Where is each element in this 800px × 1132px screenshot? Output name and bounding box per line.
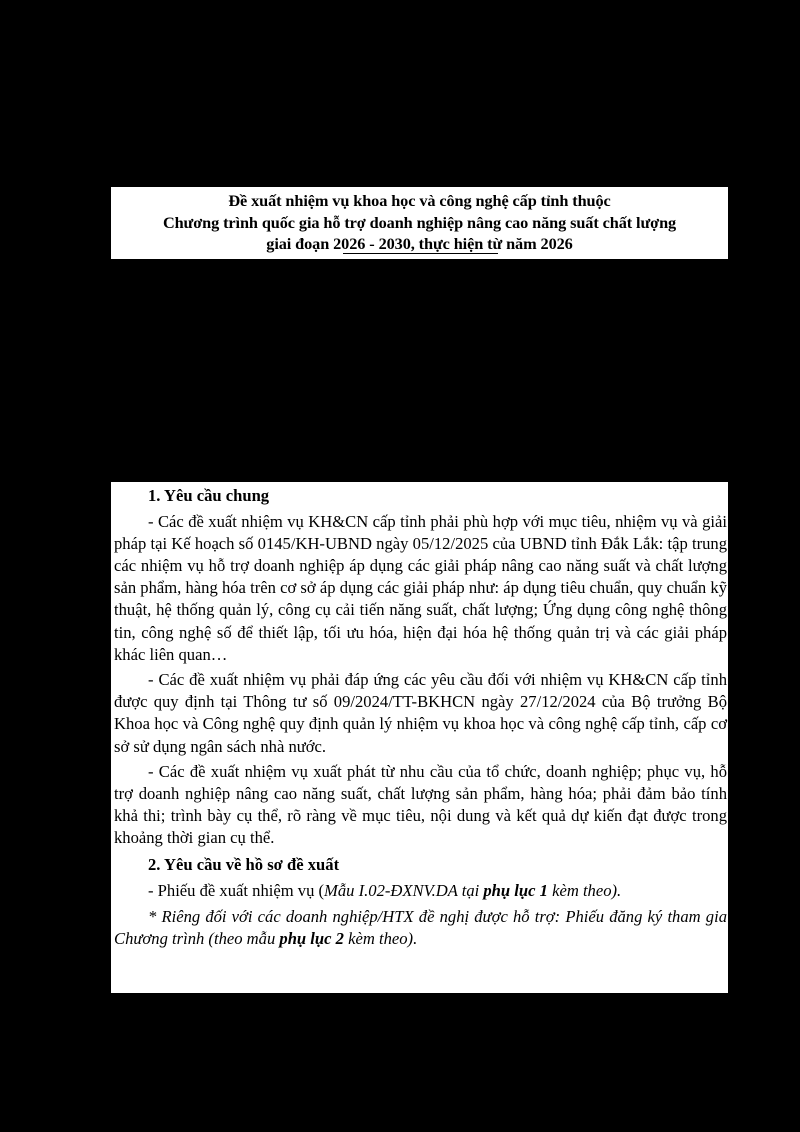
circular-reference: Thông tư số 09/2024/TT-BKHCN ngày 27/12/2024 của Bộ trưởng Bộ Khoa học và Công nghệ quy định quản lý nhiệm vụ khoa học và công nghệ cấp tỉnh, cấp cơ sở sử dụng ngân sách nhà nước.	[114, 692, 727, 756]
section-2-paragraph-2-text-a: * Riêng đối với các doanh nghiệp/HTX đề nghị được hỗ trợ: Phiếu đăng ký tham gia Chương trình (theo mẫu	[114, 906, 727, 948]
title-line-1: Đề xuất nhiệm vụ khoa học và công nghệ cấp tỉnh thuộc	[228, 191, 611, 210]
appendix-2-label: phụ lục 2	[279, 928, 344, 948]
appendix-1-label: phụ lục 1	[483, 880, 548, 900]
section-2-paragraph-1-text-a: - Phiếu đề xuất nhiệm vụ (	[148, 880, 325, 900]
section-1-paragraph-3: - Các đề xuất nhiệm vụ xuất phát từ nhu cầu của tổ chức, doanh nghiệp; phục vụ, hỗ trợ doanh nghiệp nâng cao năng suất, chất lượng sản phẩm, hàng hóa; phải đảm bảo tính khả thi; trình bày cụ thể, rõ ràng về mục tiêu, nội dung và kết quả dự kiến đạt được trong khoảng thời gian cụ thể.	[114, 762, 727, 848]
section-1-heading: 1. Yêu cầu chung	[148, 486, 270, 505]
section-2-heading: 2. Yêu cầu về hồ sơ đề xuất	[148, 854, 340, 874]
section-2-paragraph-1-text-d: kèm theo).	[547, 880, 622, 900]
section-1-paragraph-1	[114, 511, 727, 666]
section-1-paragraph-2-text-a: - Các đề xuất nhiệm vụ phải đáp ứng các yêu cầu đối với nhiệm vụ KH&CN cấp tỉnh được quy định tại	[114, 670, 727, 712]
section-1-paragraph-2	[114, 669, 727, 757]
section-1-paragraph-1-text-c: : tập trung các nhiệm vụ hỗ trợ doanh nghiệp áp dụng các giải pháp nâng cao năng suất và chất lượng sản phẩm, hàng hóa trên cơ sở áp dụng các giải pháp như: áp dụng tiêu chuẩn, quy chuẩn kỹ thuật, hệ thống quản lý, công cụ cải tiến năng suất, chất lượng; Ứng dụng công nghệ thông tin, công nghệ số để thiết lập, tối ưu hóa, hiện đại hóa hệ thống quản trị và các giải pháp khác liên quan…	[114, 534, 728, 664]
title-line-2: Chương trình quốc gia hỗ trợ doanh nghiệp nâng cao năng suất chất lượng	[162, 212, 677, 232]
form-code: Mẫu I.02-ĐXNV.DA tại	[324, 880, 484, 900]
plan-reference: Kế hoạch số 0145/KH-UBND ngày 05/12/2025 của UBND tỉnh Đắk Lắk	[171, 534, 659, 554]
title-underline	[343, 253, 498, 254]
section-2-paragraph-2	[114, 906, 727, 950]
title-line-3: giai đoạn 2026 - 2030, thực hiện từ năm 2026	[266, 234, 573, 253]
section-2-paragraph-2-text-c: kèm theo).	[343, 928, 418, 948]
document-body	[111, 482, 728, 993]
document-title	[111, 187, 728, 259]
section-2-paragraph-1	[114, 880, 727, 902]
section-1-paragraph-1-text-a: - Các đề xuất nhiệm vụ KH&CN cấp tỉnh phải phù hợp với mục tiêu, nhiệm vụ và giải pháp tại	[114, 512, 727, 554]
